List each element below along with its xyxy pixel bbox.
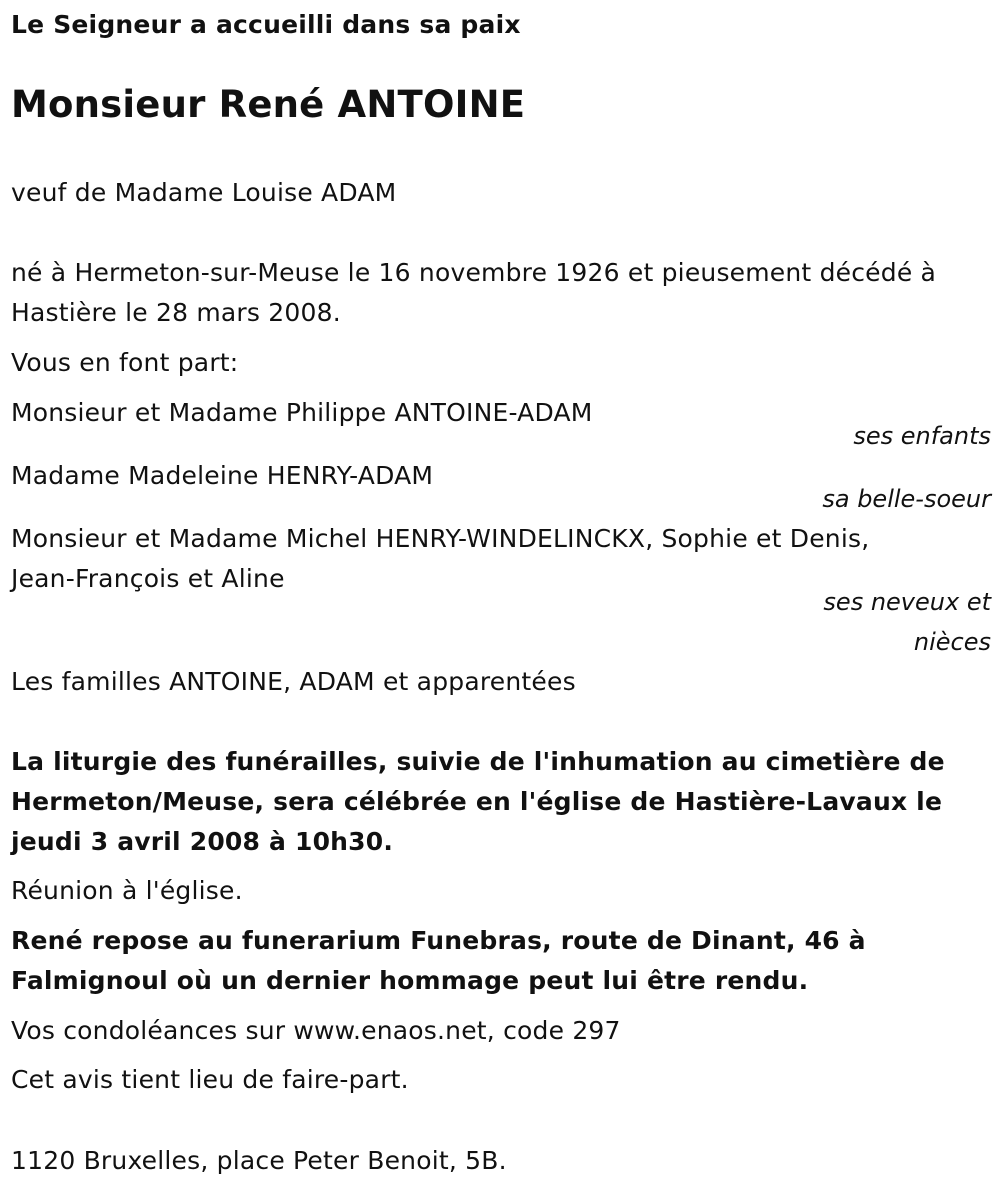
address-line: 1120 Bruxelles, place Peter Benoit, 5B. [11,1146,507,1175]
condolences-line: Vos condoléances sur www.enaos.net, code 297 [11,1016,621,1045]
notice-line: Cet avis tient lieu de faire-part. [11,1065,409,1094]
family-entry-sister-in-law: Madame Madeleine HENRY-ADAM [11,461,434,490]
announce-line: Vous en font part: [11,348,239,377]
family-role-sister-in-law: sa belle-soeur [822,485,991,513]
funerarium-line-2: Falmignoul où un dernier hommage peut lui être rendu. [11,966,809,995]
family-entry-nephews-line-2: Jean-François et Aline [11,564,285,593]
liturgy-line-2: Hermeton/Meuse, sera célébrée en l'église de Hastière-Lavaux le [11,787,943,816]
family-entry-nephews-line-1: Monsieur et Madame Michel HENRY-WINDELINCKX, Sophie et Denis, [11,524,870,553]
family-entry-children: Monsieur et Madame Philippe ANTOINE-ADAM [11,398,593,427]
family-role-nephews-line-2: nièces [913,628,991,656]
birth-death-line-2: Hastière le 28 mars 2008. [11,298,341,327]
liturgy-line-1: La liturgie des funérailles, suivie de l'inhumation au cimetière de [11,747,945,776]
spouse-line: veuf de Madame Louise ADAM [11,178,397,207]
funerarium-line-1: René repose au funerarium Funebras, route de Dinant, 46 à [11,926,866,955]
birth-death-line-1: né à Hermeton-sur-Meuse le 16 novembre 1926 et pieusement décédé à [11,258,937,287]
liturgy-line-3: jeudi 3 avril 2008 à 10h30. [11,827,394,856]
families-line: Les familles ANTOINE, ADAM et apparentées [11,667,576,696]
family-role-children: ses enfants [853,422,991,450]
deceased-name: Monsieur René ANTOINE [11,83,526,126]
reunion-line: Réunion à l'église. [11,876,243,905]
header-text: Le Seigneur a accueilli dans sa paix [11,10,521,39]
family-role-nephews-line-1: ses neveux et [823,588,991,616]
